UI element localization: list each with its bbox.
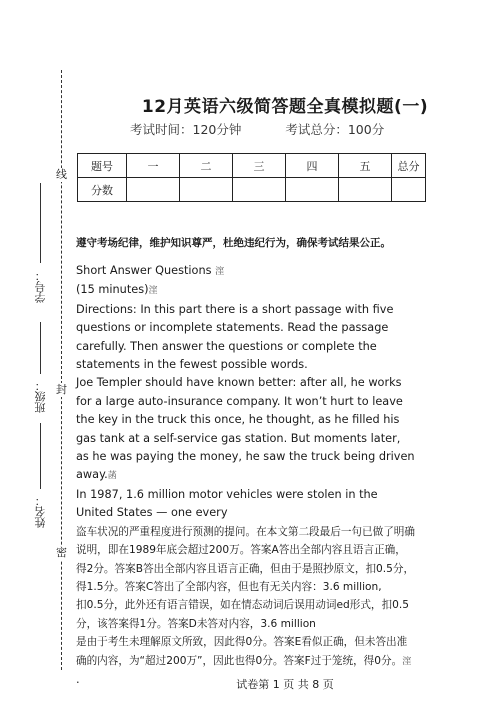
section-time: (15 minutes): [76, 283, 149, 297]
score-input-cell[interactable]: [127, 178, 180, 202]
table-cell: 一: [127, 154, 180, 178]
class-label: 班级：: [34, 380, 47, 413]
student-id-field-line[interactable]: [40, 183, 41, 263]
page-number: 试卷第 1 页 共 8 页: [236, 678, 334, 691]
table-cell: 五: [339, 154, 392, 178]
table-cell: 总分: [392, 154, 426, 178]
seal-char-seal: 封: [56, 383, 67, 396]
table-cell: 三: [233, 154, 286, 178]
student-id-label: 学号：: [34, 270, 47, 303]
explanation-paragraph-3: 是由于考生未理解原文所致，因此得0分。答案E看似正确，但未答出准确的内容，为“超过200万”，因此也得0分。答案F过于笼统，得0分。: [76, 636, 408, 667]
seal-dashed-line: [61, 70, 62, 670]
score-input-cell[interactable]: [286, 178, 339, 202]
seal-char-secret: 密: [56, 546, 67, 559]
stray-mark: 漥: [148, 286, 158, 297]
stray-mark: 漥: [215, 267, 225, 277]
score-input-cell[interactable]: [180, 178, 233, 202]
table-cell: 题号: [78, 154, 127, 178]
table-cell: 分数: [78, 178, 127, 202]
exam-time: 考试时间：120分钟: [130, 122, 242, 137]
score-table-score-row: [78, 178, 426, 202]
name-field-line[interactable]: [40, 423, 41, 489]
binding-margin: [0, 0, 70, 708]
exam-total-score: 考试总分：100分: [285, 122, 385, 137]
stray-mark: 菡: [107, 471, 117, 482]
score-input-cell[interactable]: [392, 178, 426, 202]
score-table: [77, 153, 426, 202]
exam-info: [130, 120, 384, 138]
table-cell: 四: [286, 154, 339, 178]
trailing-dot: .: [76, 672, 80, 686]
class-field-line[interactable]: [40, 322, 41, 374]
table-cell: 二: [180, 154, 233, 178]
name-label: 姓名：: [34, 495, 47, 528]
section-title: Short Answer Questions: [76, 264, 212, 277]
question-content: [76, 262, 416, 689]
seal-char-line: 线: [56, 168, 67, 181]
explanation-paragraph-1: 盗车状况的严重程度进行预测的提问。在本文第二段最后一句已做了明确说明，即在1989年底会超过200万。答案A答出全部内容且语言正确，得2分。答案B答出全部内容且语言正确，但由于是照抄原文，扣0.5分，得1.5分。答案C答出了全部内容，但也有无关内容：3.6 million,: [76, 525, 415, 593]
exam-rules: 遵守考场纪律，维护知识尊严，杜绝违纪行为，确保考试结果公正。: [76, 237, 391, 249]
score-input-cell[interactable]: [339, 178, 392, 202]
question-text: In 1987, 1.6 million motor vehicles were stolen in the United States — one every: [76, 487, 378, 520]
explanation-paragraph-2: 扣0.5分，此外还有语言错误，如在情态动词后误用动词ed形式，扣0.5分，该答案得1分。答案D未答对内容，3.6 million: [76, 599, 409, 630]
stray-mark: 漥: [402, 656, 412, 667]
score-table-header-row: [78, 154, 426, 178]
score-input-cell[interactable]: [233, 178, 286, 202]
exam-title: 12月英语六级简答题全真模拟题(一): [141, 97, 429, 117]
directions-paragraph: Directions: In this part there is a short passage with five questions or incomplete statements. Read the passage carefully. Then answer the questions or complete the statements in the fewest possible words.: [76, 302, 394, 372]
passage-paragraph: Joe Templer should have known better: after all, he works for a large auto-insurance company. It won’t hurt to leave the key in the truck this once, he thought, as he filled his gas tank at a self-service gas station. But moments later, as he was paying the money, he saw the truck being driven away.: [76, 376, 415, 482]
